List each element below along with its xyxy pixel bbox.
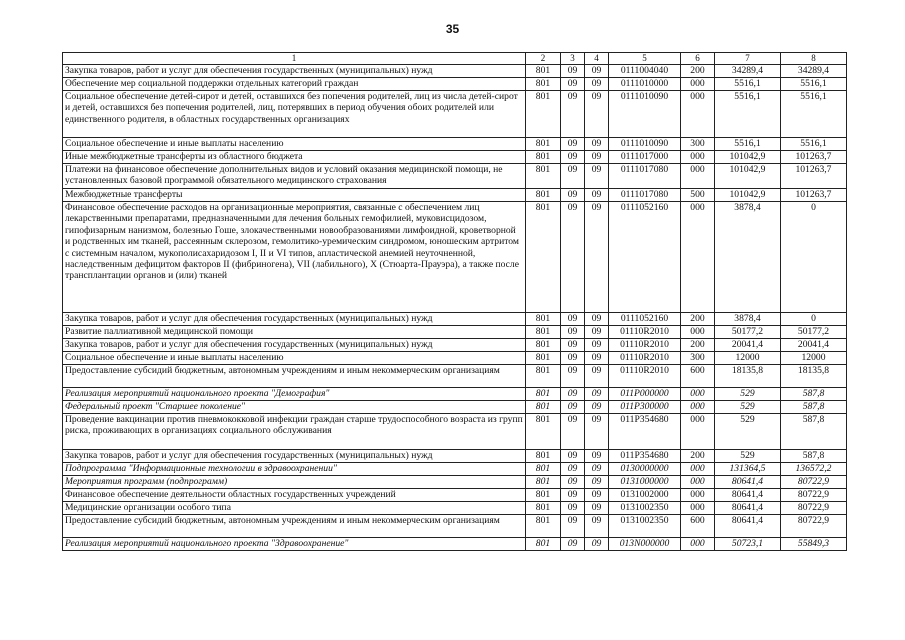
col-2-value: 801 bbox=[526, 450, 561, 463]
row-description: Платежи на финансовое обеспечение дополнительных видов и условий оказания медицинской помощи, не установленных базовой программой обязательного медицинского страхования bbox=[63, 164, 526, 189]
col-6-value: 000 bbox=[681, 388, 715, 401]
row-description: Закупка товаров, работ и услуг для обеспечения государственных (муниципальных) нужд bbox=[63, 313, 526, 326]
row-description: Реализация мероприятий национального проекта "Здравоохранение" bbox=[63, 538, 526, 551]
col-6-value: 000 bbox=[681, 502, 715, 515]
col-7-value: 529 bbox=[715, 401, 781, 414]
col-7-value: 80641,4 bbox=[715, 502, 781, 515]
col-4-value: 09 bbox=[585, 502, 609, 515]
col-8-value: 80722,9 bbox=[781, 476, 847, 489]
col-5-value: 01110R2010 bbox=[609, 352, 681, 365]
col-4-value: 09 bbox=[585, 339, 609, 352]
col-6-value: 300 bbox=[681, 138, 715, 151]
col-8-value: 34289,4 bbox=[781, 65, 847, 78]
table-row bbox=[63, 313, 847, 326]
col-8-value: 20041,4 bbox=[781, 339, 847, 352]
col-4-value: 09 bbox=[585, 463, 609, 476]
col-5-value: 011P300000 bbox=[609, 401, 681, 414]
table-row bbox=[63, 365, 847, 388]
col-4-value: 09 bbox=[585, 450, 609, 463]
col-7-value: 80641,4 bbox=[715, 489, 781, 502]
row-description: Предоставление субсидий бюджетным, автономным учреждениям и иным некоммерческим организациям bbox=[63, 515, 526, 538]
row-description: Федеральный проект "Старшее поколение" bbox=[63, 401, 526, 414]
col-2-value: 801 bbox=[526, 476, 561, 489]
col-5-value: 0111052160 bbox=[609, 202, 681, 313]
col-4-value: 09 bbox=[585, 388, 609, 401]
col-5-value: 0131002350 bbox=[609, 502, 681, 515]
col-3-value: 09 bbox=[561, 352, 585, 365]
col-2-value: 801 bbox=[526, 138, 561, 151]
table-row bbox=[63, 138, 847, 151]
row-description: Закупка товаров, работ и услуг для обеспечения государственных (муниципальных) нужд bbox=[63, 65, 526, 78]
table-row bbox=[63, 515, 847, 538]
col-2-value: 801 bbox=[526, 151, 561, 164]
col-8-value: 5516,1 bbox=[781, 91, 847, 138]
header-cell: 3 bbox=[561, 53, 585, 65]
col-4-value: 09 bbox=[585, 401, 609, 414]
row-description: Проведение вакцинации против пневмококковой инфекции граждан старше трудоспособного возраста из групп риска, проживающих в организациях социального обслуживания bbox=[63, 414, 526, 450]
col-6-value: 500 bbox=[681, 189, 715, 202]
col-3-value: 09 bbox=[561, 202, 585, 313]
table-row bbox=[63, 91, 847, 138]
table-row bbox=[63, 164, 847, 189]
row-description: Закупка товаров, работ и услуг для обеспечения государственных (муниципальных) нужд bbox=[63, 339, 526, 352]
col-8-value: 50177,2 bbox=[781, 326, 847, 339]
header-cell: 7 bbox=[715, 53, 781, 65]
col-5-value: 0131002000 bbox=[609, 489, 681, 502]
col-7-value: 101042,9 bbox=[715, 189, 781, 202]
col-6-value: 200 bbox=[681, 313, 715, 326]
table-row bbox=[63, 502, 847, 515]
row-description: Предоставление субсидий бюджетным, автономным учреждениям и иным некоммерческим организациям bbox=[63, 365, 526, 388]
col-8-value: 101263,7 bbox=[781, 151, 847, 164]
col-8-value: 55849,3 bbox=[781, 538, 847, 551]
col-7-value: 5516,1 bbox=[715, 138, 781, 151]
col-7-value: 80641,4 bbox=[715, 476, 781, 489]
col-6-value: 000 bbox=[681, 202, 715, 313]
col-7-value: 131364,5 bbox=[715, 463, 781, 476]
col-5-value: 011P354680 bbox=[609, 450, 681, 463]
col-6-value: 000 bbox=[681, 78, 715, 91]
col-2-value: 801 bbox=[526, 515, 561, 538]
table-row bbox=[63, 476, 847, 489]
col-8-value: 80722,9 bbox=[781, 515, 847, 538]
col-5-value: 01110R2010 bbox=[609, 326, 681, 339]
table-row bbox=[63, 388, 847, 401]
col-3-value: 09 bbox=[561, 339, 585, 352]
col-6-value: 200 bbox=[681, 339, 715, 352]
col-4-value: 09 bbox=[585, 538, 609, 551]
table-row bbox=[63, 151, 847, 164]
col-7-value: 3878,4 bbox=[715, 202, 781, 313]
col-7-value: 529 bbox=[715, 450, 781, 463]
col-8-value: 587,8 bbox=[781, 414, 847, 450]
col-6-value: 200 bbox=[681, 450, 715, 463]
row-description: Мероприятия программ (подпрограмм) bbox=[63, 476, 526, 489]
col-2-value: 801 bbox=[526, 388, 561, 401]
col-3-value: 09 bbox=[561, 414, 585, 450]
col-5-value: 0111004040 bbox=[609, 65, 681, 78]
col-3-value: 09 bbox=[561, 65, 585, 78]
col-4-value: 09 bbox=[585, 189, 609, 202]
header-cell: 5 bbox=[609, 53, 681, 65]
col-8-value: 101263,7 bbox=[781, 189, 847, 202]
header-cell: 2 bbox=[526, 53, 561, 65]
col-8-value: 587,8 bbox=[781, 401, 847, 414]
header-cell: 8 bbox=[781, 53, 847, 65]
row-description: Реализация мероприятий национального проекта "Демография" bbox=[63, 388, 526, 401]
col-8-value: 80722,9 bbox=[781, 489, 847, 502]
col-7-value: 18135,8 bbox=[715, 365, 781, 388]
table-row bbox=[63, 65, 847, 78]
col-5-value: 01110R2010 bbox=[609, 365, 681, 388]
col-2-value: 801 bbox=[526, 91, 561, 138]
col-6-value: 000 bbox=[681, 326, 715, 339]
col-3-value: 09 bbox=[561, 151, 585, 164]
row-description: Развитие паллиативной медицинской помощи bbox=[63, 326, 526, 339]
col-5-value: 0111017080 bbox=[609, 189, 681, 202]
col-3-value: 09 bbox=[561, 450, 585, 463]
table-row bbox=[63, 401, 847, 414]
col-7-value: 3878,4 bbox=[715, 313, 781, 326]
col-3-value: 09 bbox=[561, 388, 585, 401]
col-5-value: 0131000000 bbox=[609, 476, 681, 489]
col-3-value: 09 bbox=[561, 502, 585, 515]
col-4-value: 09 bbox=[585, 202, 609, 313]
col-7-value: 5516,1 bbox=[715, 78, 781, 91]
col-7-value: 101042,9 bbox=[715, 164, 781, 189]
col-6-value: 300 bbox=[681, 352, 715, 365]
col-3-value: 09 bbox=[561, 138, 585, 151]
header-row bbox=[63, 53, 847, 65]
page-number: 35 bbox=[445, 22, 460, 36]
col-2-value: 801 bbox=[526, 489, 561, 502]
col-8-value: 0 bbox=[781, 313, 847, 326]
col-3-value: 09 bbox=[561, 91, 585, 138]
row-description: Иные межбюджетные трансферты из областного бюджета bbox=[63, 151, 526, 164]
col-6-value: 000 bbox=[681, 91, 715, 138]
col-3-value: 09 bbox=[561, 78, 585, 91]
table-row bbox=[63, 538, 847, 551]
col-5-value: 0131002350 bbox=[609, 515, 681, 538]
table-row bbox=[63, 463, 847, 476]
col-6-value: 000 bbox=[681, 538, 715, 551]
col-5-value: 0111017080 bbox=[609, 164, 681, 189]
col-3-value: 09 bbox=[561, 538, 585, 551]
col-5-value: 01110R2010 bbox=[609, 339, 681, 352]
row-description: Обеспечение мер социальной поддержки отдельных категорий граждан bbox=[63, 78, 526, 91]
col-7-value: 12000 bbox=[715, 352, 781, 365]
col-6-value: 000 bbox=[681, 164, 715, 189]
col-3-value: 09 bbox=[561, 515, 585, 538]
col-5-value: 0111010090 bbox=[609, 91, 681, 138]
col-6-value: 600 bbox=[681, 365, 715, 388]
col-3-value: 09 bbox=[561, 189, 585, 202]
row-description: Межбюджетные трансферты bbox=[63, 189, 526, 202]
col-8-value: 0 bbox=[781, 202, 847, 313]
table-row bbox=[63, 326, 847, 339]
table-row bbox=[63, 414, 847, 450]
col-5-value: 0111052160 bbox=[609, 313, 681, 326]
col-2-value: 801 bbox=[526, 326, 561, 339]
col-7-value: 50177,2 bbox=[715, 326, 781, 339]
col-5-value: 011P354680 bbox=[609, 414, 681, 450]
col-4-value: 09 bbox=[585, 164, 609, 189]
col-8-value: 587,8 bbox=[781, 450, 847, 463]
col-2-value: 801 bbox=[526, 202, 561, 313]
row-description: Финансовое обеспечение расходов на организационные мероприятия, связанные с обеспечением лиц лекарственными препаратами, предназначенными для лечения больных гемофилией, муковисцидозом, гипофизарным нанизмом, болезнью Гоше, злокачественными новообразованиями лимфоидной, кроветворной и родственных им тканей, рассеянным склерозом, гемолитико-уремическим синдромом, юношеским артритом с системным началом, мукополисахаридозом I, II и VI типов, апластической анемией неуточненной, наследственным дефицитом факторов II (фибриногена), VII (лабильного), X (Стюарта-Прауэра), а также после трансплантации органов и (или) тканей bbox=[63, 202, 526, 313]
col-4-value: 09 bbox=[585, 365, 609, 388]
header-cell: 4 bbox=[585, 53, 609, 65]
col-3-value: 09 bbox=[561, 313, 585, 326]
col-8-value: 80722,9 bbox=[781, 502, 847, 515]
col-2-value: 801 bbox=[526, 538, 561, 551]
col-4-value: 09 bbox=[585, 476, 609, 489]
col-7-value: 50723,1 bbox=[715, 538, 781, 551]
col-5-value: 011P000000 bbox=[609, 388, 681, 401]
table-row bbox=[63, 489, 847, 502]
budget-table bbox=[62, 52, 847, 551]
col-6-value: 000 bbox=[681, 414, 715, 450]
col-3-value: 09 bbox=[561, 489, 585, 502]
table-row bbox=[63, 450, 847, 463]
col-4-value: 09 bbox=[585, 151, 609, 164]
col-6-value: 200 bbox=[681, 65, 715, 78]
col-7-value: 101042,9 bbox=[715, 151, 781, 164]
table-row bbox=[63, 202, 847, 313]
row-description: Социальное обеспечение детей-сирот и детей, оставшихся без попечения родителей, лиц из числа детей-сирот и детей, оставшихся без попечения родителей, лиц, потерявших в период обучения обоих родителей или единственного родителя, в областных государственных организациях bbox=[63, 91, 526, 138]
col-8-value: 5516,1 bbox=[781, 78, 847, 91]
col-2-value: 801 bbox=[526, 65, 561, 78]
table-row bbox=[63, 189, 847, 202]
col-2-value: 801 bbox=[526, 339, 561, 352]
col-7-value: 80641,4 bbox=[715, 515, 781, 538]
table-row bbox=[63, 352, 847, 365]
col-8-value: 18135,8 bbox=[781, 365, 847, 388]
col-2-value: 801 bbox=[526, 463, 561, 476]
col-5-value: 0111010000 bbox=[609, 78, 681, 91]
col-7-value: 34289,4 bbox=[715, 65, 781, 78]
col-2-value: 801 bbox=[526, 313, 561, 326]
col-4-value: 09 bbox=[585, 78, 609, 91]
col-4-value: 09 bbox=[585, 313, 609, 326]
col-5-value: 0111010090 bbox=[609, 138, 681, 151]
row-description: Закупка товаров, работ и услуг для обеспечения государственных (муниципальных) нужд bbox=[63, 450, 526, 463]
header-cell: 6 bbox=[681, 53, 715, 65]
col-3-value: 09 bbox=[561, 401, 585, 414]
col-2-value: 801 bbox=[526, 502, 561, 515]
col-5-value: 0111017000 bbox=[609, 151, 681, 164]
col-7-value: 20041,4 bbox=[715, 339, 781, 352]
col-7-value: 5516,1 bbox=[715, 91, 781, 138]
col-4-value: 09 bbox=[585, 91, 609, 138]
col-5-value: 0130000000 bbox=[609, 463, 681, 476]
row-description: Медицинские организации особого типа bbox=[63, 502, 526, 515]
col-8-value: 12000 bbox=[781, 352, 847, 365]
col-4-value: 09 bbox=[585, 352, 609, 365]
col-2-value: 801 bbox=[526, 78, 561, 91]
col-4-value: 09 bbox=[585, 326, 609, 339]
col-3-value: 09 bbox=[561, 476, 585, 489]
col-6-value: 000 bbox=[681, 463, 715, 476]
col-2-value: 801 bbox=[526, 189, 561, 202]
col-2-value: 801 bbox=[526, 401, 561, 414]
col-4-value: 09 bbox=[585, 65, 609, 78]
col-3-value: 09 bbox=[561, 164, 585, 189]
col-8-value: 587,8 bbox=[781, 388, 847, 401]
col-3-value: 09 bbox=[561, 365, 585, 388]
col-2-value: 801 bbox=[526, 352, 561, 365]
col-6-value: 600 bbox=[681, 515, 715, 538]
col-2-value: 801 bbox=[526, 414, 561, 450]
col-4-value: 09 bbox=[585, 138, 609, 151]
col-7-value: 529 bbox=[715, 414, 781, 450]
col-3-value: 09 bbox=[561, 463, 585, 476]
col-4-value: 09 bbox=[585, 515, 609, 538]
col-6-value: 000 bbox=[681, 401, 715, 414]
col-8-value: 5516,1 bbox=[781, 138, 847, 151]
col-6-value: 000 bbox=[681, 476, 715, 489]
row-description: Подпрограмма "Информационные технологии в здравоохранении" bbox=[63, 463, 526, 476]
col-7-value: 529 bbox=[715, 388, 781, 401]
col-8-value: 136572,2 bbox=[781, 463, 847, 476]
row-description: Социальное обеспечение и иные выплаты населению bbox=[63, 138, 526, 151]
col-2-value: 801 bbox=[526, 164, 561, 189]
col-4-value: 09 bbox=[585, 489, 609, 502]
row-description: Социальное обеспечение и иные выплаты населению bbox=[63, 352, 526, 365]
col-8-value: 101263,7 bbox=[781, 164, 847, 189]
row-description: Финансовое обеспечение деятельности областных государственных учреждений bbox=[63, 489, 526, 502]
col-6-value: 000 bbox=[681, 489, 715, 502]
col-4-value: 09 bbox=[585, 414, 609, 450]
col-5-value: 013N000000 bbox=[609, 538, 681, 551]
table-row bbox=[63, 339, 847, 352]
header-cell: 1 bbox=[63, 53, 526, 65]
col-2-value: 801 bbox=[526, 365, 561, 388]
col-6-value: 000 bbox=[681, 151, 715, 164]
col-3-value: 09 bbox=[561, 326, 585, 339]
table-row bbox=[63, 78, 847, 91]
